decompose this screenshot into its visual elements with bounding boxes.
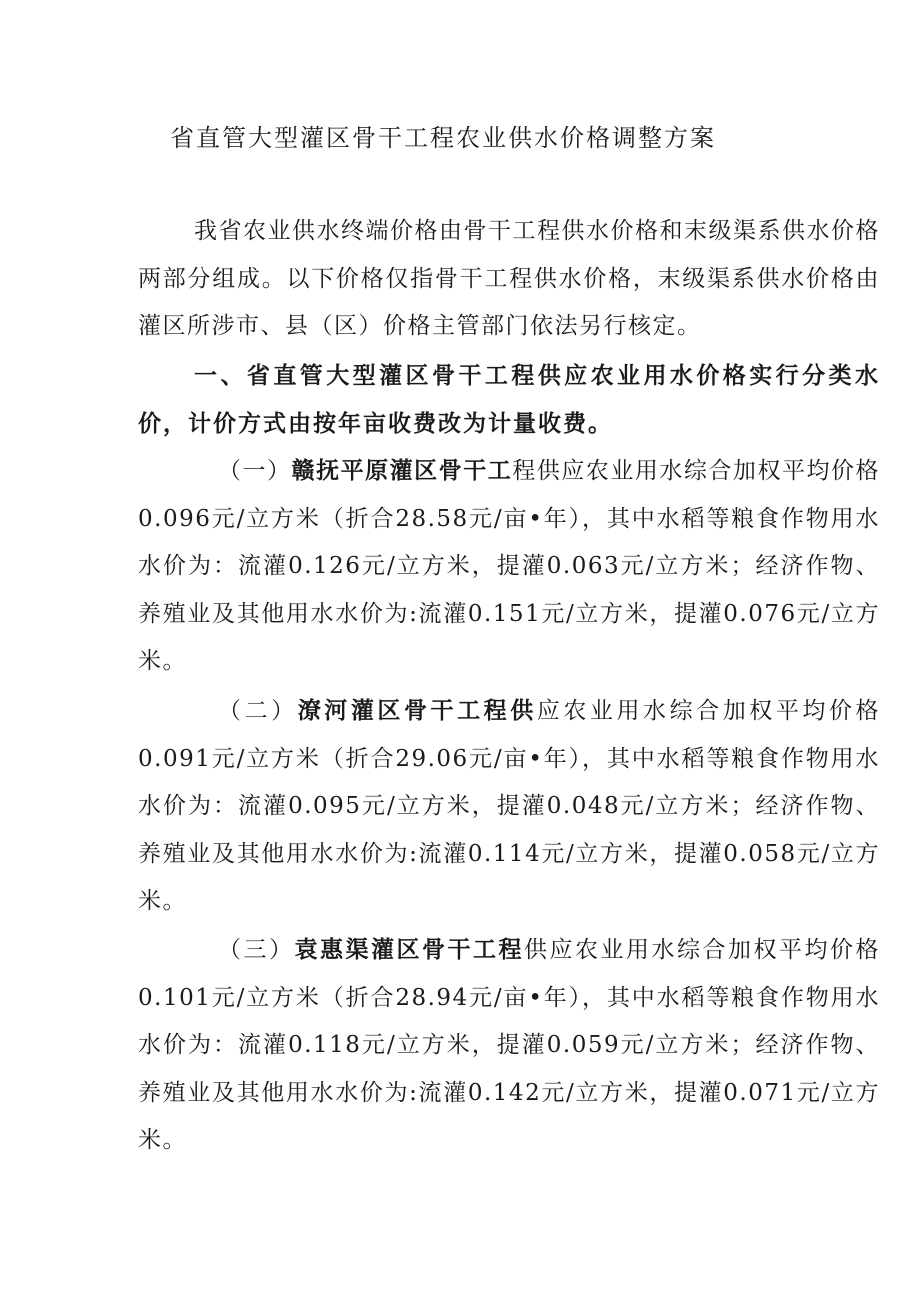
intro-paragraph: 我省农业供水终端价格由骨干工程供水价格和末级渠系供水价格两部分组成。以下价格仅指骨干工程供水价格，末级渠系供水价格由灌区所涉市、县（区）价格主管部门依法另行核定。 (138, 218, 880, 339)
item-text: 供应农业用水综合加权平均价格0.101元/立方米（折合28.94元/亩•年），其中水稻等粮食作物用水水价为：流灌0.118元/立方米，提灌0.059元/立方米；经济作物、养殖业及其他用水水价为:流灌0.142元/立方米，提灌0.071元/立方米。 (138, 937, 880, 1153)
section-heading: 一、省直管大型灌区骨干工程供应农业用水价格实行分类水价，计价方式由按年亩收费改为计量收费。 (138, 362, 880, 437)
document-title: 省直管大型灌区骨干工程农业供水价格调整方案 (170, 124, 716, 152)
item-text: 应农业用水综合加权平均价格0.091元/立方米（折合29.06元/亩•年），其中水稻等粮食作物用水水价为：流灌0.095元/立方米，提灌0.048元/立方米；经济作物、养殖业及其他用水水价为:流灌0.114元/立方米，提灌0.058元/立方米。 (138, 698, 880, 914)
item-name: 赣抚平原灌区骨干工 (291, 457, 513, 484)
item-prefix: （一） (218, 458, 292, 484)
item-prefix: （三） (218, 937, 295, 963)
item-paragraph (138, 447, 880, 686)
item-name: 袁惠渠灌区骨干工程 (294, 936, 524, 963)
item-name: 潦河灌区骨干工程供 (297, 697, 537, 724)
item-paragraph (138, 687, 880, 926)
item-text: 程供应农业用水综合加权平均价格0.096元/立方米（折合28.58元/亩•年），其中水稻等粮食作物用水水价为：流灌0.126元/立方米，提灌0.063元/立方米；经济作物、养殖业及其他用水水价为:流灌0.151元/立方米，提灌0.076元/立方米。 (138, 458, 881, 674)
item-paragraph (138, 926, 880, 1165)
item-prefix: （二） (218, 698, 298, 724)
